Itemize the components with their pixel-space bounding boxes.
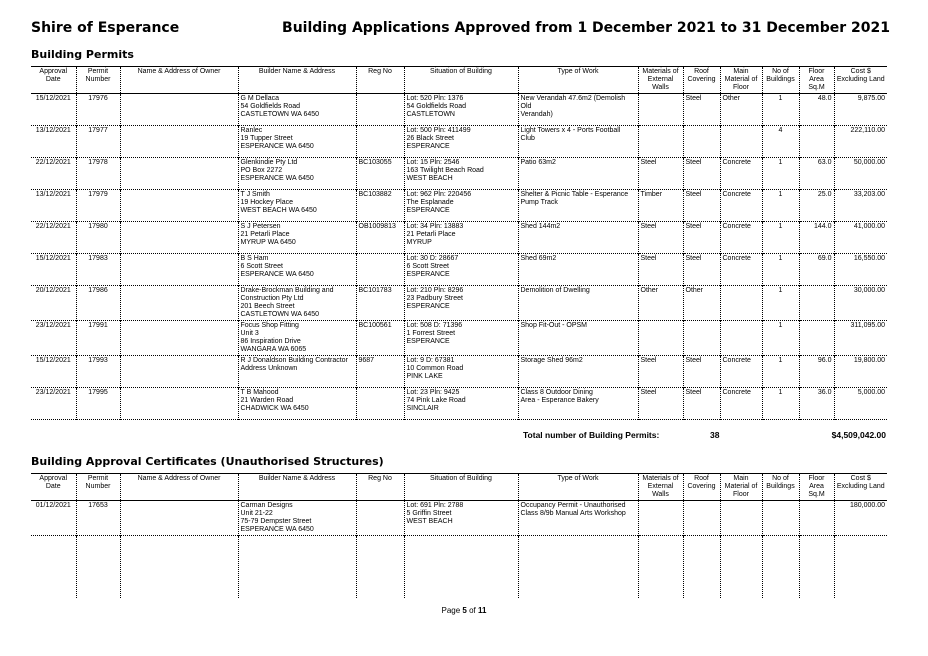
type-of-work-line: Light Towers x 4 - Ports Football Club [520,127,621,142]
situation-cell [404,356,518,388]
builder-line: T B Mahood [240,389,279,396]
builder-line: Address Unknown [240,365,298,372]
floor-material-cell [720,321,762,356]
cost-cell: 50,000.00 [834,158,887,190]
floor-area-cell: 36.0 [799,388,834,420]
empty-cell [638,536,683,598]
column-header: Cost $ Excluding Land [834,67,887,94]
builder-cell [238,356,356,388]
floor-material-cell: Concrete [720,254,762,286]
builder-line: CHADWICK WA 6450 [240,405,309,412]
floor-area-cell: 96.0 [799,356,834,388]
roof-covering-cell: Steel [683,222,720,254]
situation-line: Lot: 210 Pln: 8296 [406,287,464,294]
column-header: Type of Work [518,67,638,94]
situation-line: 163 Twilight Beach Road [406,167,484,174]
floor-material-cell [720,126,762,158]
owner-cell [120,94,238,126]
permit-number-cell: 17983 [76,254,120,286]
table-row [31,158,887,190]
empty-cell [238,536,356,598]
situation-line: The Esplanade [406,199,454,206]
no-of-buildings-cell: 1 [762,254,799,286]
type-of-work-line: Shed 69m2 [520,255,557,262]
builder-line: 21 Warden Road [240,397,294,404]
column-header: Name & Address of Owner [120,474,238,501]
situation-line: WEST BEACH [406,518,453,525]
situation-line: PINK LAKE [406,373,443,380]
builder-line: 201 Beech Street [240,303,295,310]
situation-line: SINCLAIR [406,405,439,412]
situation-line: 23 Padbury Street [406,295,463,302]
builder-line: MYRUP WA 6450 [240,239,296,246]
situation-line: CASTLETOWN [406,111,455,118]
no-of-buildings-cell: 1 [762,321,799,356]
type-of-work-line: Shed 144m2 [520,223,561,230]
situation-line: MYRUP [406,239,432,246]
approval-date-cell: 20/12/2021 [35,287,71,294]
column-header: No of Buildings [762,67,799,94]
footer-of: of [469,606,476,615]
builder-line: T J Smith [240,191,270,198]
situation-line: Lot: 9 D: 67381 [406,357,455,364]
type-of-work-line: Shelter & Picnic Table - Esperance [520,191,629,198]
situation-line: 1 Forrest Street [406,330,456,337]
owner-cell [120,126,238,158]
table-row [31,94,887,126]
no-of-buildings-cell: 1 [762,190,799,222]
reg-no-cell: BC103055 [356,158,404,190]
floor-area-cell: 63.0 [799,158,834,190]
approval-date-cell: 23/12/2021 [35,389,71,396]
situation-line: Lot: 34 Pln: 13883 [406,223,464,230]
roof-covering-cell: Steel [683,158,720,190]
owner-cell [120,286,238,321]
builder-line: Unit 3 [240,330,259,337]
builder-line: WEST BEACH WA 6450 [240,207,317,214]
situation-cell [404,94,518,126]
owner-cell [120,254,238,286]
builder-cell [238,158,356,190]
column-header: Permit Number [76,474,120,501]
owner-cell [120,158,238,190]
situation-line: 54 Goldfields Road [406,103,467,110]
empty-cell [31,536,76,598]
table-header-row [31,474,887,501]
table-row [31,501,887,536]
roof-covering-cell [683,126,720,158]
column-header: Reg No [356,474,404,501]
column-header: Main Material of Floor [720,67,762,94]
reg-no-cell [356,501,404,536]
external-walls-cell: Other [638,286,683,321]
table-row [31,190,887,222]
column-header: Type of Work [518,474,638,501]
empty-cell [762,536,799,598]
builder-cell [238,388,356,420]
builder-line: Glenkindie Pty Ltd [240,159,298,166]
table-row [31,126,887,158]
reg-no-cell: OB1009813 [356,222,404,254]
permit-number-cell: 17991 [76,321,120,356]
column-header: Floor Area Sq.M [799,474,834,501]
builder-cell [238,286,356,321]
builder-cell [238,321,356,356]
shire-name: Shire of Esperance [31,20,180,36]
builder-line: 19 Tupper Street [240,135,293,142]
column-header: Floor Area Sq.M [799,67,834,94]
approval-date-cell: 13/12/2021 [35,127,71,134]
situation-line: ESPERANCE [406,271,450,278]
reg-no-cell: BC100561 [356,321,404,356]
situation-line: Lot: 30 D: 28667 [406,255,459,262]
builder-cell [238,222,356,254]
builder-line: WANGARA WA 6065 [240,346,307,353]
situation-cell [404,388,518,420]
no-of-buildings-cell [762,501,799,536]
approval-date-cell: 15/12/2021 [35,357,71,364]
builder-line: Focus Shop Fitting [240,322,299,329]
builder-line: R J Donaldson Building Contractor [240,357,348,364]
floor-area-cell: 25.0 [799,190,834,222]
builder-line: ESPERANCE WA 6450 [240,526,314,533]
situation-cell [404,286,518,321]
roof-covering-cell: Steel [683,94,720,126]
type-of-work-cell [518,356,638,388]
floor-material-cell [720,501,762,536]
empty-cell [120,536,238,598]
no-of-buildings-cell: 4 [762,126,799,158]
external-walls-cell [638,94,683,126]
external-walls-cell: Timber [638,190,683,222]
type-of-work-line: Storage Shed 96m2 [520,357,583,364]
situation-line: 26 Black Street [406,135,454,142]
cost-cell: 311,095.00 [834,321,887,356]
permit-number-cell: 17979 [76,190,120,222]
empty-cell [799,536,834,598]
floor-material-cell [720,286,762,321]
builder-line: G M Dellaca [240,95,280,102]
approval-date-cell: 22/12/2021 [35,223,71,230]
no-of-buildings-cell: 1 [762,222,799,254]
floor-material-cell: Concrete [720,222,762,254]
permit-number-cell: 17976 [76,94,120,126]
column-header: No of Buildings [762,474,799,501]
floor-area-cell: 69.0 [799,254,834,286]
column-header: Materials of External Walls [638,67,683,94]
builder-line: S J Petersen [240,223,281,230]
empty-cell [404,536,518,598]
footer-page-prefix: Page [441,606,461,615]
column-header: Roof Covering [683,67,720,94]
footer-page-number: 5 [462,606,467,615]
external-walls-cell [638,126,683,158]
external-walls-cell [638,501,683,536]
builder-line: Drake-Brockman Building and [240,287,334,294]
floor-material-cell: Other [720,94,762,126]
situation-line: ESPERANCE [406,143,450,150]
builder-line: 86 Inspiration Drive [240,338,301,345]
roof-covering-cell: Steel [683,388,720,420]
floor-area-cell [799,501,834,536]
type-of-work-line: Shop Fit-Out - OPSM [520,322,588,329]
total-permits-label: Total number of Building Permits: [523,430,660,440]
no-of-buildings-cell: 1 [762,94,799,126]
footer-page-total: 11 [478,606,487,615]
builder-cell [238,126,356,158]
floor-material-cell: Concrete [720,356,762,388]
builder-line: Construction Pty Ltd [240,295,304,302]
no-of-buildings-cell: 1 [762,158,799,190]
situation-line: ESPERANCE [406,303,450,310]
type-of-work-cell [518,126,638,158]
type-of-work-cell [518,222,638,254]
building-permits-table [31,66,887,420]
table-row [31,286,887,321]
reg-no-cell: BC101783 [356,286,404,321]
report-title: Building Applications Approved from 1 December 2021 to 31 December 2021 [282,20,890,36]
floor-material-cell: Concrete [720,388,762,420]
builder-cell [238,254,356,286]
roof-covering-cell: Steel [683,190,720,222]
cost-cell: 33,203.00 [834,190,887,222]
owner-cell [120,356,238,388]
cost-cell: 16,550.00 [834,254,887,286]
roof-covering-cell: Steel [683,254,720,286]
situation-line: Lot: 500 Pln: 411499 [406,127,471,134]
type-of-work-line: New Verandah 47.6m2 (Demolish Old [520,95,626,110]
empty-cell [356,536,404,598]
builder-cell [238,94,356,126]
reg-no-cell [356,254,404,286]
floor-area-cell [799,321,834,356]
section-title-building-permits: Building Permits [31,48,134,61]
approval-date-cell: 23/12/2021 [35,322,71,329]
floor-material-cell: Concrete [720,158,762,190]
builder-line: ESPERANCE WA 6450 [240,175,314,182]
builder-line: 6 Scott Street [240,263,283,270]
roof-covering-cell: Other [683,286,720,321]
section-title-certificates: Building Approval Certificates (Unauthorised Structures) [31,455,384,468]
empty-row [31,536,887,598]
situation-cell [404,254,518,286]
situation-line: 74 Pink Lake Road [406,397,466,404]
column-header: Situation of Building [404,67,518,94]
external-walls-cell: Steel [638,222,683,254]
type-of-work-line: Patio 63m2 [520,159,556,166]
column-header: Situation of Building [404,474,518,501]
floor-material-cell: Concrete [720,190,762,222]
no-of-buildings-cell: 1 [762,356,799,388]
builder-line: Ranlec [240,127,263,134]
column-header: Builder Name & Address [238,474,356,501]
reg-no-cell: 9687 [356,356,404,388]
situation-line: ESPERANCE [406,207,450,214]
cost-cell: 5,000.00 [834,388,887,420]
floor-area-cell: 48.0 [799,94,834,126]
builder-line: PO Box 2272 [240,167,283,174]
type-of-work-line: Area - Esperance Bakery [520,397,599,404]
column-header: Approval Date [39,475,68,490]
situation-line: 10 Common Road [406,365,464,372]
permit-number-cell: 17986 [76,286,120,321]
builder-line: ESPERANCE WA 6450 [240,143,314,150]
external-walls-cell: Steel [638,254,683,286]
type-of-work-line: Class 8/9b Manual Arts Workshop [520,510,626,517]
external-walls-cell: Steel [638,158,683,190]
situation-line: 21 Petarli Place [406,231,456,238]
owner-cell [120,388,238,420]
column-header: Roof Covering [683,474,720,501]
column-header: Main Material of Floor [720,474,762,501]
situation-line: Lot: 691 Pln: 2788 [406,502,464,509]
owner-cell [120,190,238,222]
empty-cell [518,536,638,598]
permit-number-cell: 17993 [76,356,120,388]
type-of-work-line: Class 8 Outdoor Dining [520,389,593,396]
floor-area-cell [799,126,834,158]
approval-date-cell: 15/12/2021 [35,255,71,262]
certificates-table [31,473,887,598]
type-of-work-cell [518,321,638,356]
type-of-work-cell [518,94,638,126]
empty-cell [76,536,120,598]
table-header-row [31,67,887,94]
table-row [31,222,887,254]
owner-cell [120,222,238,254]
builder-line: 19 Hockey Place [240,199,294,206]
floor-area-cell: 144.0 [799,222,834,254]
situation-cell [404,158,518,190]
permit-number-cell: 17978 [76,158,120,190]
table-row [31,254,887,286]
column-header: Name & Address of Owner [120,67,238,94]
no-of-buildings-cell: 1 [762,388,799,420]
roof-covering-cell [683,321,720,356]
builder-line: ESPERANCE WA 6450 [240,271,314,278]
approval-date-cell: 01/12/2021 [35,502,71,509]
table-row [31,388,887,420]
cost-cell: 9,875.00 [834,94,887,126]
type-of-work-line: Demolition of Dwelling [520,287,590,294]
builder-line: 75-79 Dempster Street [240,518,312,525]
builder-line: Carman Designs [240,502,293,509]
permit-number-cell: 17995 [76,388,120,420]
builder-line: 54 Goldfields Road [240,103,301,110]
owner-cell [120,501,238,536]
builder-cell [238,501,356,536]
permit-number-cell: 17980 [76,222,120,254]
type-of-work-cell [518,190,638,222]
reg-no-cell [356,94,404,126]
type-of-work-cell [518,286,638,321]
reg-no-cell [356,388,404,420]
situation-line: Lot: 23 Pln: 9425 [406,389,460,396]
no-of-buildings-cell: 1 [762,286,799,321]
type-of-work-cell [518,388,638,420]
situation-line: WEST BEACH [406,175,453,182]
cost-cell: 30,000.00 [834,286,887,321]
cost-cell: 222,110.00 [834,126,887,158]
situation-line: 5 Griffin Street [406,510,452,517]
empty-cell [683,536,720,598]
floor-area-cell [799,286,834,321]
approval-date-cell: 15/12/2021 [35,95,71,102]
builder-line: B S Ham [240,255,269,262]
roof-covering-cell [683,501,720,536]
empty-cell [834,536,887,598]
situation-cell [404,126,518,158]
column-header: Reg No [356,67,404,94]
page-footer [0,606,928,615]
situation-cell [404,222,518,254]
type-of-work-line: Occupancy Permit - Unauthorised [520,502,626,509]
type-of-work-cell [518,158,638,190]
builder-line: CASTLETOWN WA 6450 [240,311,320,318]
owner-cell [120,321,238,356]
cost-cell: 41,000.00 [834,222,887,254]
permit-number-cell: 17977 [76,126,120,158]
external-walls-cell [638,321,683,356]
situation-line: 6 Scott Street [406,263,449,270]
type-of-work-line: Verandah) [520,111,553,118]
column-header: Permit Number [76,67,120,94]
situation-cell [404,321,518,356]
roof-covering-cell: Steel [683,356,720,388]
situation-line: ESPERANCE [406,338,450,345]
total-permits-value: $4,509,042.00 [831,430,886,440]
external-walls-cell: Steel [638,388,683,420]
builder-line: CASTLETOWN WA 6450 [240,111,320,118]
cost-cell: 19,800.00 [834,356,887,388]
table-row [31,321,887,356]
situation-cell [404,501,518,536]
external-walls-cell: Steel [638,356,683,388]
reg-no-cell [356,126,404,158]
situation-line: Lot: 508 D: 71396 [406,322,463,329]
approval-date-cell: 22/12/2021 [35,159,71,166]
column-header: Builder Name & Address [238,67,356,94]
situation-cell [404,190,518,222]
empty-cell [720,536,762,598]
situation-line: Lot: 15 Pln: 2546 [406,159,460,166]
cost-cell: 180,000.00 [834,501,887,536]
permit-number-cell: 17653 [76,501,120,536]
column-header: Materials of External Walls [638,474,683,501]
builder-line: Unit 21-22 [240,510,273,517]
total-permits-count: 38 [710,430,720,440]
builder-cell [238,190,356,222]
type-of-work-cell [518,501,638,536]
column-header: Cost $ Excluding Land [834,474,887,501]
column-header: Approval Date [39,68,68,83]
situation-line: Lot: 962 Pln: 220456 [406,191,472,198]
type-of-work-cell [518,254,638,286]
reg-no-cell: BC103882 [356,190,404,222]
builder-line: 21 Petarli Place [240,231,290,238]
approval-date-cell: 13/12/2021 [35,191,71,198]
table-row [31,356,887,388]
type-of-work-line: Pump Track [520,199,558,206]
situation-line: Lot: 520 Pln: 1376 [406,95,464,102]
